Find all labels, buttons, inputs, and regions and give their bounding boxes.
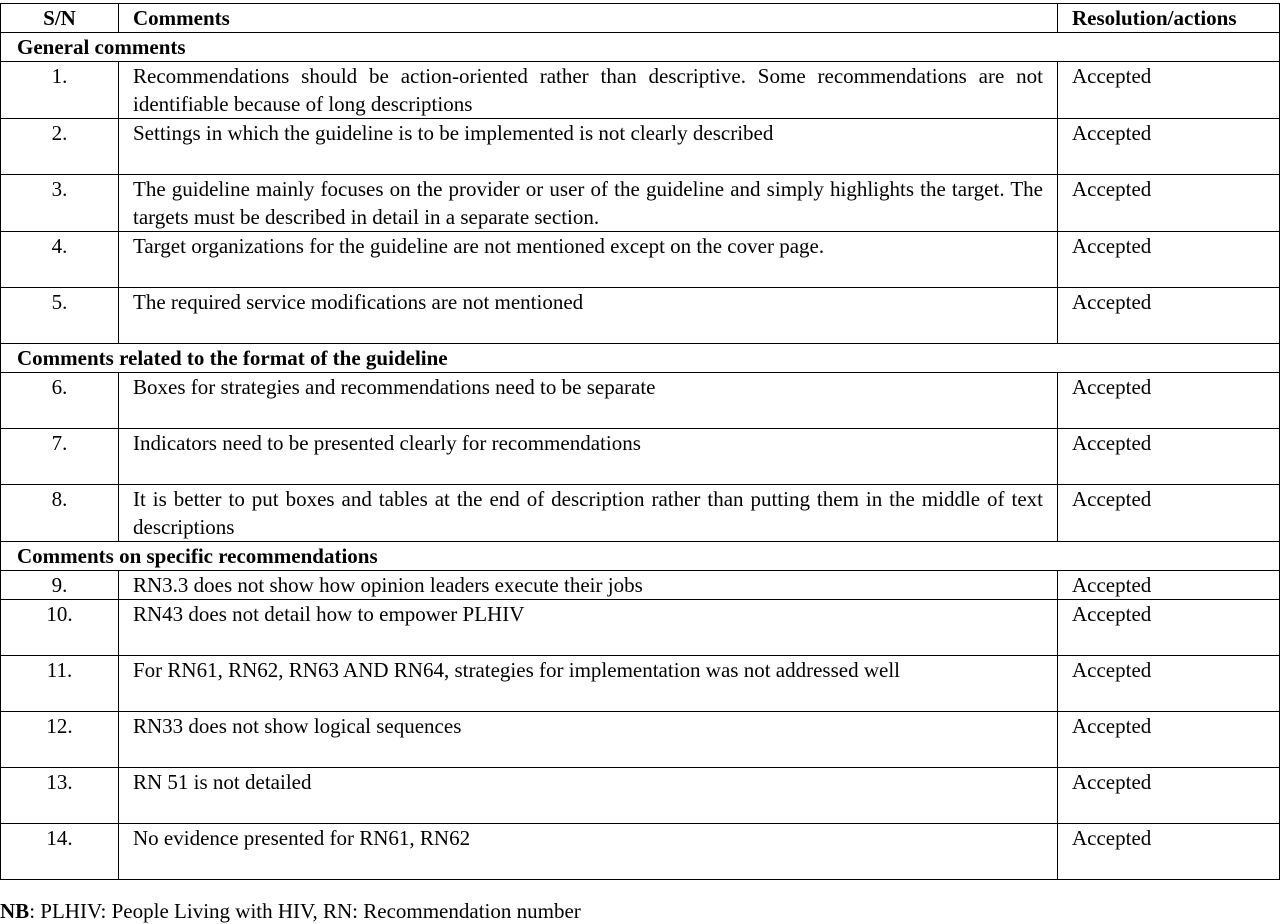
row-number: 11. [1,656,119,712]
row-comment: The guideline mainly focuses on the provider or user of the guideline and simply highlights the target. The targets must be described in detail in a separate section. [119,175,1058,232]
row-resolution: Accepted [1058,62,1280,119]
section-row [1,344,1280,373]
row-comment: Recommendations should be action-oriented rather than descriptive. Some recommendations are not identifiable because of long descriptions [119,62,1058,119]
row-comment: Target organizations for the guideline are not mentioned except on the cover page. [119,232,1058,288]
row-number: 4. [1,232,119,288]
row-comment: RN 51 is not detailed [119,768,1058,824]
table-row [1,571,1280,600]
row-number: 9. [1,571,119,600]
row-number: 5. [1,288,119,344]
row-comment: RN43 does not detail how to empower PLHIV [119,600,1058,656]
row-comment: No evidence presented for RN61, RN62 [119,824,1058,880]
table-row [1,656,1280,712]
table-row [1,429,1280,485]
header-comments: Comments [119,4,1058,33]
row-resolution: Accepted [1058,429,1280,485]
table-header-row [1,4,1280,33]
row-comment: For RN61, RN62, RN63 AND RN64, strategies for implementation was not addressed well [119,656,1058,712]
table-row [1,119,1280,175]
row-resolution: Accepted [1058,373,1280,429]
section-row [1,33,1280,62]
table-row [1,62,1280,119]
section-title: General comments [1,33,1280,62]
row-resolution: Accepted [1058,175,1280,232]
row-resolution: Accepted [1058,824,1280,880]
row-number: 7. [1,429,119,485]
row-comment: Settings in which the guideline is to be implemented is not clearly described [119,119,1058,175]
table-row [1,373,1280,429]
row-resolution: Accepted [1058,656,1280,712]
row-number: 10. [1,600,119,656]
table-body [1,33,1280,880]
row-comment: The required service modifications are not mentioned [119,288,1058,344]
row-resolution: Accepted [1058,485,1280,542]
table-row [1,600,1280,656]
section-title: Comments related to the format of the guideline [1,344,1280,373]
footnote [0,898,581,924]
row-number: 8. [1,485,119,542]
row-number: 12. [1,712,119,768]
row-comment: Indicators need to be presented clearly for recommendations [119,429,1058,485]
footnote-label: NB [0,899,30,923]
header-resolution: Resolution/actions [1058,4,1280,33]
table-row [1,175,1280,232]
comments-table [0,3,1280,880]
row-comment: RN3.3 does not show how opinion leaders execute their jobs [119,571,1058,600]
row-resolution: Accepted [1058,571,1280,600]
row-resolution: Accepted [1058,600,1280,656]
table-row [1,824,1280,880]
row-comment: RN33 does not show logical sequences [119,712,1058,768]
row-resolution: Accepted [1058,232,1280,288]
footnote-text: : PLHIV: People Living with HIV, RN: Recommendation number [29,899,581,923]
row-resolution: Accepted [1058,712,1280,768]
row-number: 14. [1,824,119,880]
row-resolution: Accepted [1058,768,1280,824]
row-resolution: Accepted [1058,288,1280,344]
table-row [1,485,1280,542]
header-sn: S/N [1,4,119,33]
table-row [1,768,1280,824]
row-number: 1. [1,62,119,119]
row-number: 2. [1,119,119,175]
row-comment: Boxes for strategies and recommendations need to be separate [119,373,1058,429]
row-number: 3. [1,175,119,232]
section-title: Comments on specific recommendations [1,542,1280,571]
table-row [1,288,1280,344]
table-row [1,712,1280,768]
row-number: 13. [1,768,119,824]
row-resolution: Accepted [1058,119,1280,175]
section-row [1,542,1280,571]
table-row [1,232,1280,288]
row-number: 6. [1,373,119,429]
row-comment: It is better to put boxes and tables at the end of description rather than putting them in the middle of text descriptions [119,485,1058,542]
